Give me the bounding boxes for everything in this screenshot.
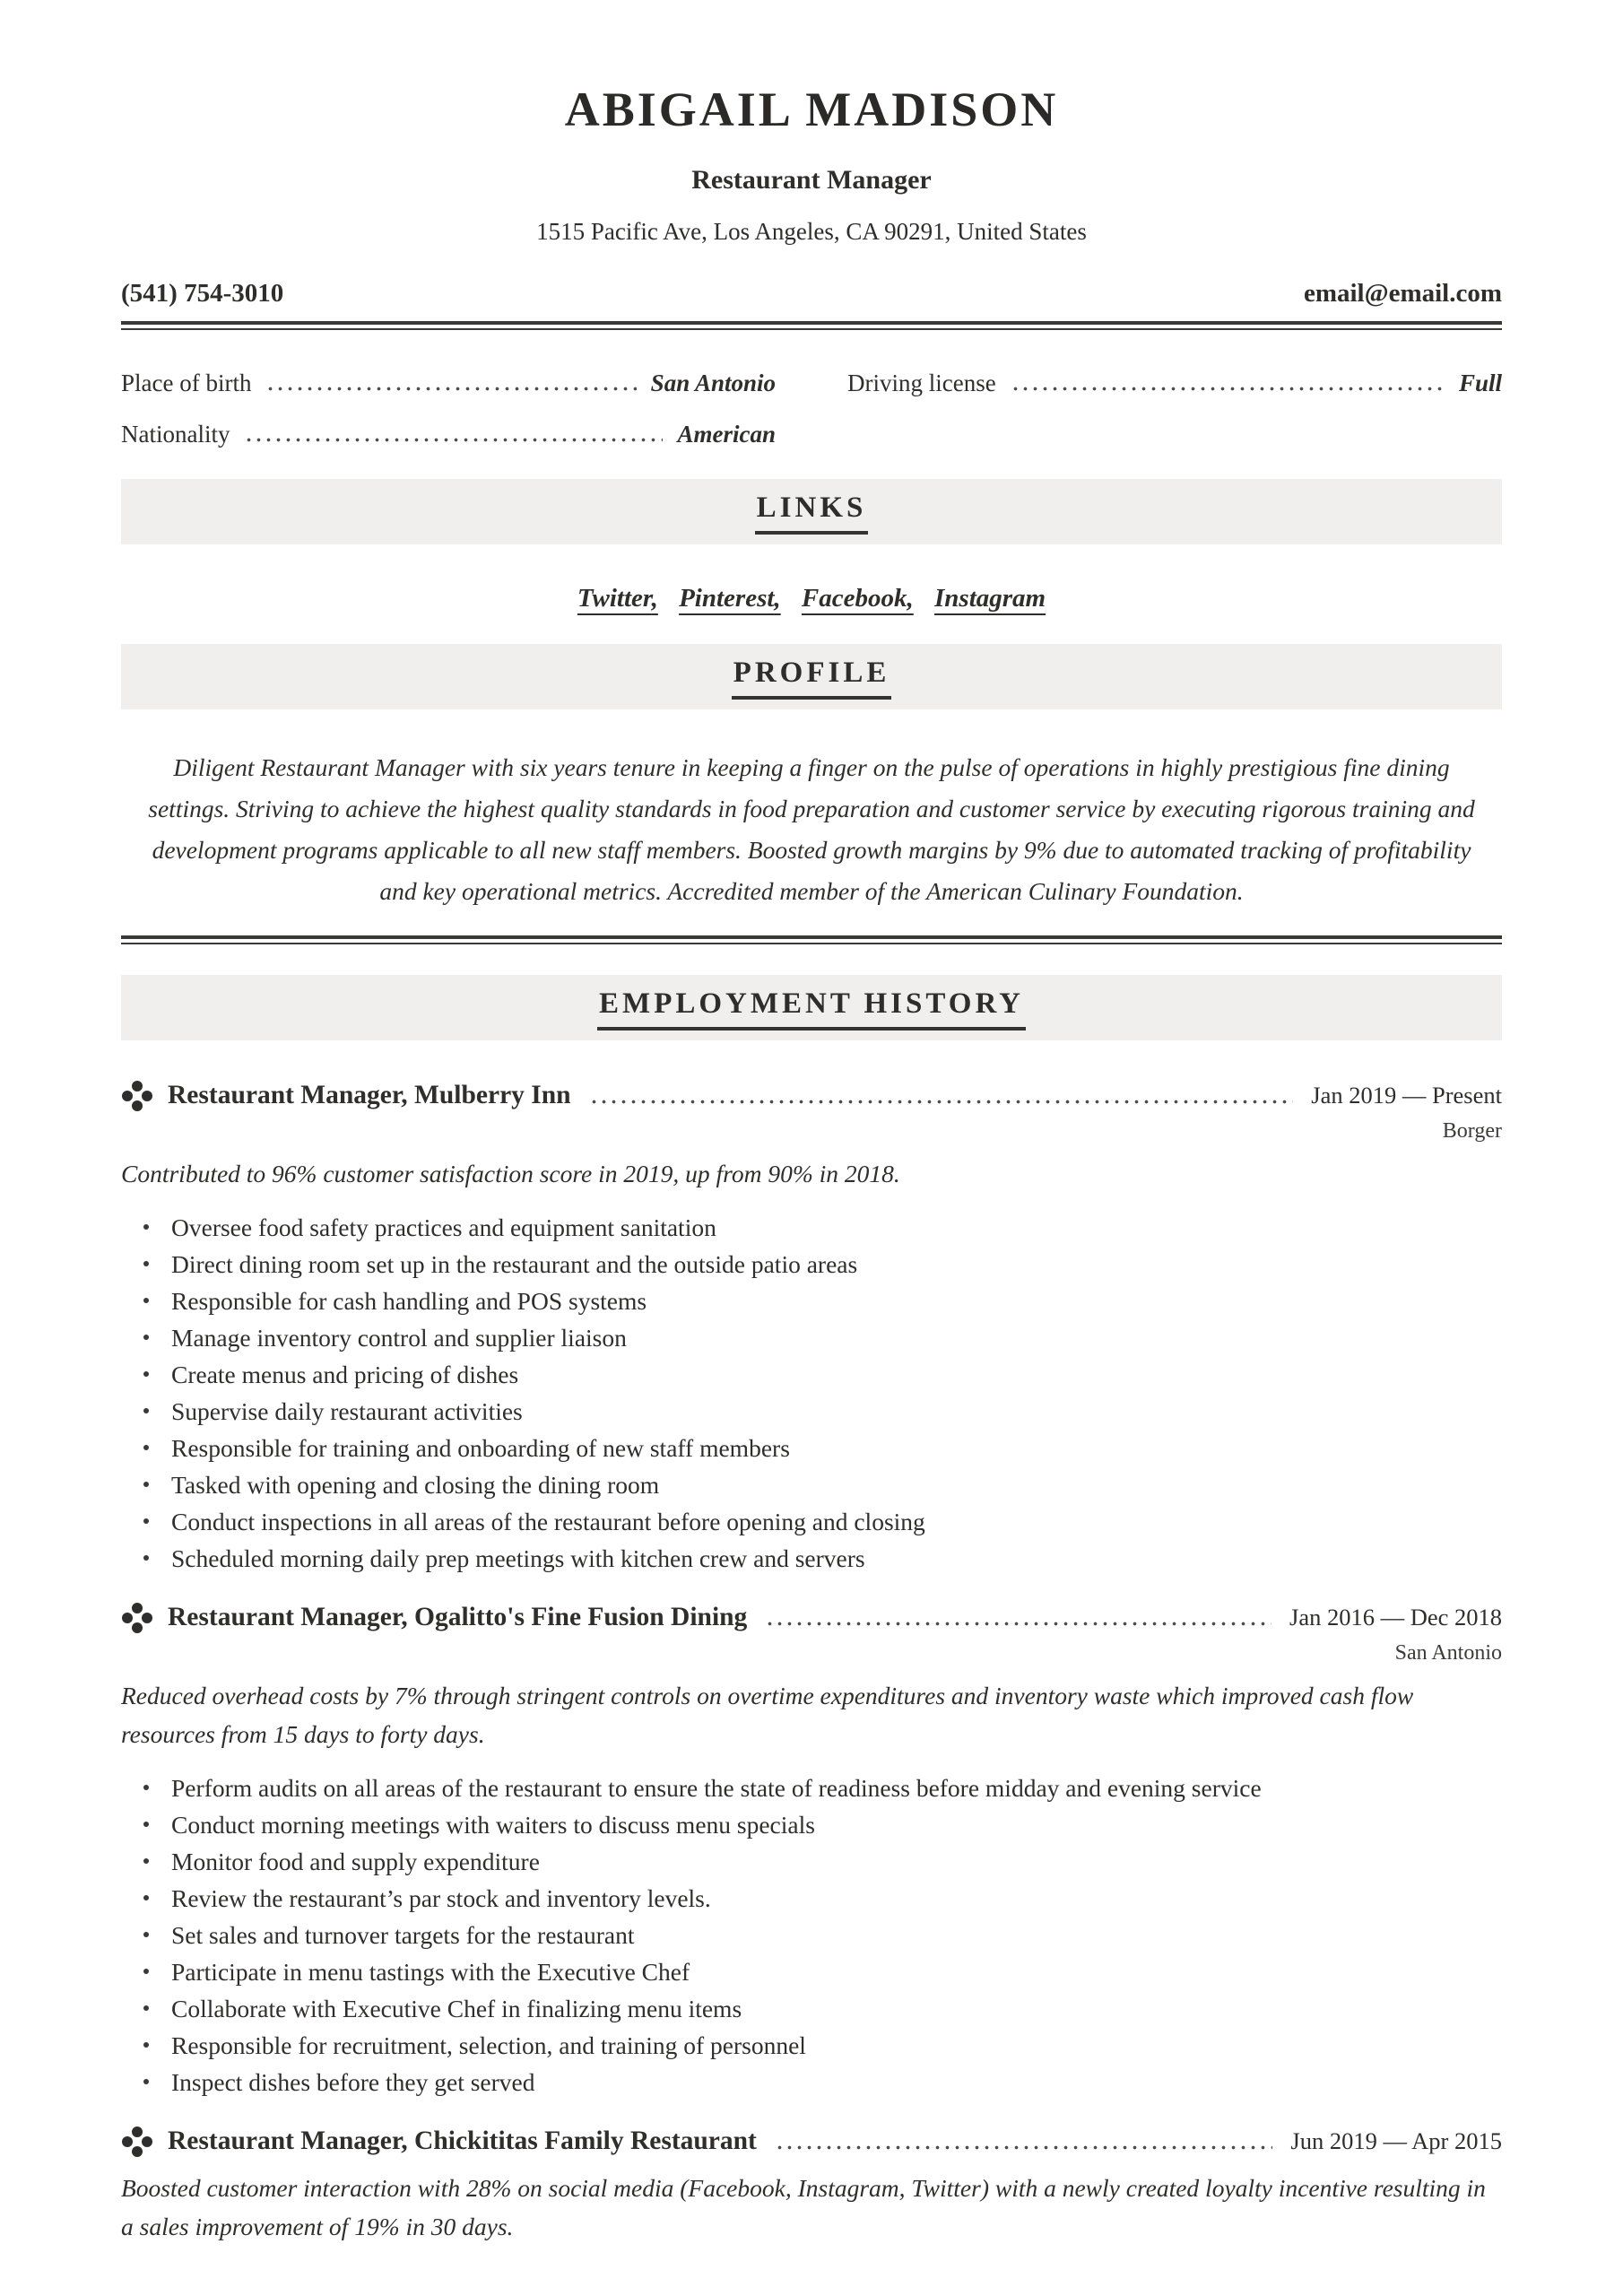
email-address: email@email.com	[1303, 278, 1502, 308]
job-dates: Jun 2019 — Apr 2015	[1290, 2127, 1502, 2155]
job-summary: Boosted customer interaction with 28% on social media (Facebook, Instagram, Twitter) with a newly created loyalty incentive resulting in a sales improvement of 19% in 30 days.	[121, 2173, 1486, 2240]
profile-section-header	[121, 644, 1502, 709]
social-link[interactable]: Twitter ,	[577, 584, 658, 613]
bullet-item: Perform audits on all areas of the restaurant to ensure the state of readiness before midday and evening service	[121, 1770, 1502, 1806]
detail-value: San Antonio	[650, 369, 776, 396]
employment-section-header	[121, 975, 1502, 1040]
address-line: 1515 Pacific Ave, Los Angeles, CA 90291, United States	[536, 217, 1087, 245]
job-entry	[121, 2126, 1502, 2246]
person-name: ABIGAIL MADISON	[564, 83, 1059, 136]
job-summary: Reduced overhead costs by 7% through stringent controls on overtime expenditures and inventory waste which improved cash flow resources from 15 days to forty days.	[121, 1681, 1414, 1748]
detail-field	[847, 370, 1502, 397]
dotted-leader	[1011, 387, 1445, 391]
bullet-item: Scheduled morning daily prep meetings with kitchen crew and servers	[121, 1540, 1502, 1577]
job-header-row	[121, 1602, 1502, 1634]
bullet-item: Set sales and turnover targets for the restaurant	[121, 1917, 1502, 1953]
job-bullet-list	[121, 1209, 1502, 1577]
bullet-item: Monitor food and supply expenditure	[121, 1843, 1502, 1880]
bullet-item: Collaborate with Executive Chef in finalizing menu items	[121, 1990, 1502, 2027]
job-dates: Jan 2016 — Dec 2018	[1289, 1604, 1502, 1631]
job-title: Restaurant Manager, Mulberry Inn	[168, 1081, 571, 1110]
job-location: Borger	[1442, 1118, 1502, 1143]
links-section-title: LINKS	[755, 493, 869, 535]
phone-number: (541) 754-3010	[121, 278, 284, 308]
links-section-header	[121, 479, 1502, 544]
detail-value: American	[677, 420, 776, 448]
bullet-item: Conduct morning meetings with waiters to discuss menu specials	[121, 1806, 1502, 1843]
dotted-leader	[265, 387, 636, 391]
job-dates: Jan 2019 — Present	[1311, 1082, 1502, 1109]
personal-details-grid	[121, 370, 1502, 448]
bullet-item: Create menus and pricing of dishes	[121, 1356, 1502, 1393]
bullet-item: Supervise daily restaurant activities	[121, 1393, 1502, 1430]
social-link[interactable]: Facebook ,	[802, 584, 914, 613]
social-links-line	[121, 584, 1502, 613]
dotted-leader	[244, 438, 663, 442]
detail-field	[121, 421, 776, 448]
header-divider	[121, 321, 1502, 330]
four-dot-diamond-icon	[121, 1602, 153, 1634]
profile-summary-text: Diligent Restaurant Manager with six years tenure in keeping a finger on the pulse of operations in highly prestigious fine dining settings. Striving to achieve the highest quality standards in food preparation and customer service by executing rigorous training and development programs applicable to all new staff members. Boosted growth margins by 9% due to automated tracking of profitability and key operational metrics. Accredited member of the American Culinary Foundation.	[148, 752, 1475, 905]
contact-row	[121, 279, 1502, 309]
job-location: San Antonio	[1394, 1640, 1502, 1665]
job-bullet-list	[121, 1770, 1502, 2100]
bullet-item: Oversee food safety practices and equipment sanitation	[121, 1209, 1502, 1246]
detail-label: Driving license	[847, 369, 996, 396]
bullet-item: Direct dining room set up in the restaurant and the outside patio areas	[121, 1246, 1502, 1283]
social-link[interactable]: Pinterest ,	[679, 584, 781, 613]
job-header-row	[121, 1080, 1502, 1112]
profile-section-title: PROFILE	[732, 658, 892, 700]
social-link[interactable]: Instagram	[934, 583, 1046, 613]
profile-divider	[121, 935, 1502, 944]
bullet-item: Responsible for cash handling and POS systems	[121, 1283, 1502, 1319]
job-role-subtitle: Restaurant Manager	[691, 164, 932, 195]
job-header-row	[121, 2126, 1502, 2158]
bullet-item: Responsible for recruitment, selection, and training of personnel	[121, 2027, 1502, 2064]
job-entry	[121, 1602, 1502, 2100]
detail-label: Place of birth	[121, 369, 252, 396]
bullet-item: Conduct inspections in all areas of the restaurant before opening and closing	[121, 1503, 1502, 1540]
job-entry	[121, 1080, 1502, 1577]
employment-section-title: EMPLOYMENT HISTORY	[597, 989, 1026, 1031]
bullet-item: Responsible for training and onboarding of new staff members	[121, 1430, 1502, 1466]
employment-history-list	[121, 1080, 1502, 2246]
bullet-item: Manage inventory control and supplier liaison	[121, 1319, 1502, 1356]
dotted-leader	[765, 1622, 1271, 1626]
job-title: Restaurant Manager, Chickititas Family Restaurant	[168, 2126, 757, 2156]
bullet-item: Review the restaurant’s par stock and inventory levels.	[121, 1880, 1502, 1917]
bullet-item: Participate in menu tastings with the Executive Chef	[121, 1953, 1502, 1990]
four-dot-diamond-icon	[121, 2126, 153, 2158]
job-title: Restaurant Manager, Ogalitto's Fine Fusion Dining	[168, 1603, 748, 1632]
job-summary: Contributed to 96% customer satisfaction score in 2019, up from 90% in 2018.	[121, 1159, 900, 1187]
detail-label: Nationality	[121, 420, 230, 448]
bullet-item: Inspect dishes before they get served	[121, 2064, 1502, 2100]
dotted-leader	[589, 1100, 1294, 1104]
dotted-leader	[775, 2145, 1273, 2150]
detail-field	[121, 370, 776, 397]
four-dot-diamond-icon	[121, 1080, 153, 1112]
bullet-item: Tasked with opening and closing the dining room	[121, 1466, 1502, 1503]
detail-value: Full	[1458, 369, 1502, 396]
